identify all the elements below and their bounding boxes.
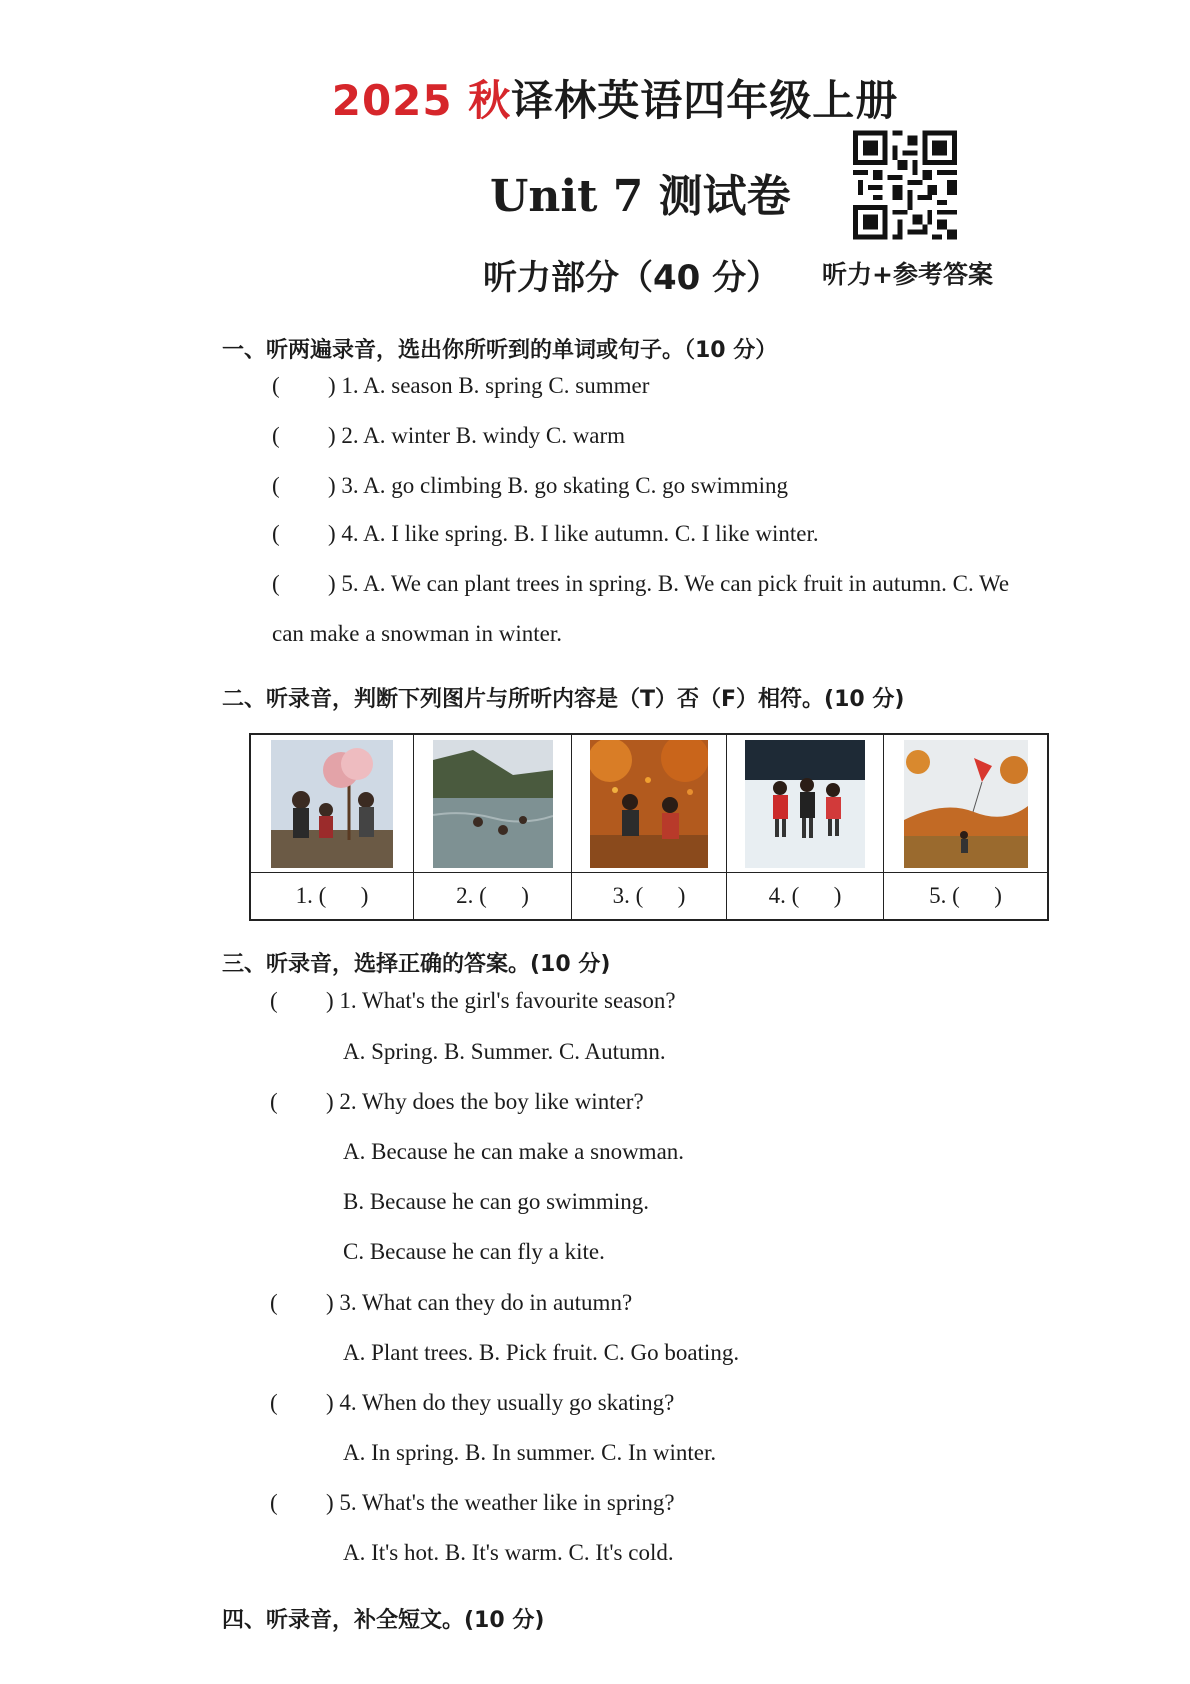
swimming-in-sea-picture <box>433 740 553 868</box>
picture-cell-4 <box>727 735 884 873</box>
flying-kite-picture <box>904 740 1028 868</box>
planting-trees-picture <box>271 740 393 868</box>
s3-question-4: ( ) 4. When do they usually go skating? <box>270 1390 675 1415</box>
s3-question-3: ( ) 3. What can they do in autumn? <box>270 1290 633 1315</box>
answer-blank[interactable]: ( <box>272 473 280 498</box>
picture-cell-3 <box>572 735 727 873</box>
answer-blank[interactable]: ( <box>272 571 280 596</box>
listening-part-heading: 听力部分（40 分） <box>483 258 781 298</box>
s3-q2-option-b: B. Because he can go swimming. <box>343 1189 649 1214</box>
s1-question-3: ( ) 3. A. go climbing B. go skating C. go swimming <box>272 473 789 498</box>
s1-question-2: ( ) 2. A. winter B. windy C. warm <box>272 423 626 448</box>
answer-blank[interactable]: ( <box>272 423 280 448</box>
answer-blank[interactable]: ( <box>272 373 280 398</box>
s3-question-5: ( ) 5. What's the weather like in spring? <box>270 1490 675 1515</box>
autumn-leaves-picture <box>590 740 708 868</box>
picture-answer-4[interactable]: 4. ( ) <box>727 873 884 919</box>
s3-question-1: ( ) 1. What's the girl's favourite season? <box>270 988 676 1013</box>
answer-blank[interactable]: ( <box>270 1290 278 1315</box>
section-3-heading: 三、听录音，选择正确的答案。(10 分) <box>222 952 611 977</box>
answer-blank[interactable]: ( <box>272 521 280 546</box>
section-1-heading: 一、听两遍录音，选出你所听到的单词或句子。（10 分） <box>222 338 778 363</box>
s3-q1-options: A. Spring. B. Summer. C. Autumn. <box>343 1039 666 1064</box>
answer-blank[interactable]: ( <box>270 1490 278 1515</box>
answer-blank[interactable]: ( <box>270 988 278 1013</box>
ice-skating-picture <box>745 740 865 868</box>
s3-q2-option-a: A. Because he can make a snowman. <box>343 1139 685 1164</box>
s3-question-2: ( ) 2. Why does the boy like winter? <box>270 1089 644 1114</box>
qr-code-icon[interactable] <box>853 130 957 240</box>
picture-cell-2 <box>414 735 572 873</box>
picture-answer-5[interactable]: 5. ( ) <box>929 883 1002 908</box>
s1-question-1: ( ) 1. A. season B. spring C. summer <box>272 373 650 398</box>
s3-q3-options: A. Plant trees. B. Pick fruit. C. Go boating. <box>343 1340 740 1365</box>
s3-q4-options: A. In spring. B. In summer. C. In winter. <box>343 1440 717 1465</box>
page-title <box>0 68 1190 128</box>
qr-caption: 听力+参考答案 <box>822 260 993 289</box>
s1-question-5: ( ) 5. A. We can plant trees in spring. B. We can pick fruit in autumn. C. We <box>272 571 1010 596</box>
s1-question-4: ( ) 4. A. I like spring. B. I like autumn. C. I like winter. <box>272 521 819 546</box>
s3-q5-options: A. It's hot. B. It's warm. C. It's cold. <box>343 1540 674 1565</box>
section-2-heading: 二、听录音，判断下列图片与所听内容是（T）否（F）相符。(10 分) <box>222 687 905 712</box>
section-4-heading: 四、听录音，补全短文。(10 分) <box>222 1608 545 1633</box>
s1-question-5-continuation: can make a snowman in winter. <box>272 621 562 646</box>
unit-title: Unit 7 测试卷 <box>490 171 791 222</box>
picture-answer-2[interactable]: 2. ( ) <box>414 873 572 919</box>
s3-q2-option-c: C. Because he can fly a kite. <box>343 1239 605 1264</box>
answer-blank[interactable]: ( <box>270 1390 278 1415</box>
picture-answer-3[interactable]: 3. ( ) <box>572 873 727 919</box>
picture-cell-1 <box>251 735 414 873</box>
picture-answer-1[interactable]: 1. ( ) <box>251 873 414 919</box>
title-year-season: 2025 秋 <box>331 76 512 125</box>
answer-blank[interactable]: ( <box>270 1089 278 1114</box>
picture-table <box>249 733 1049 921</box>
title-book: 译林英语四年级上册 <box>511 76 899 125</box>
picture-cell-5 <box>884 735 1047 873</box>
